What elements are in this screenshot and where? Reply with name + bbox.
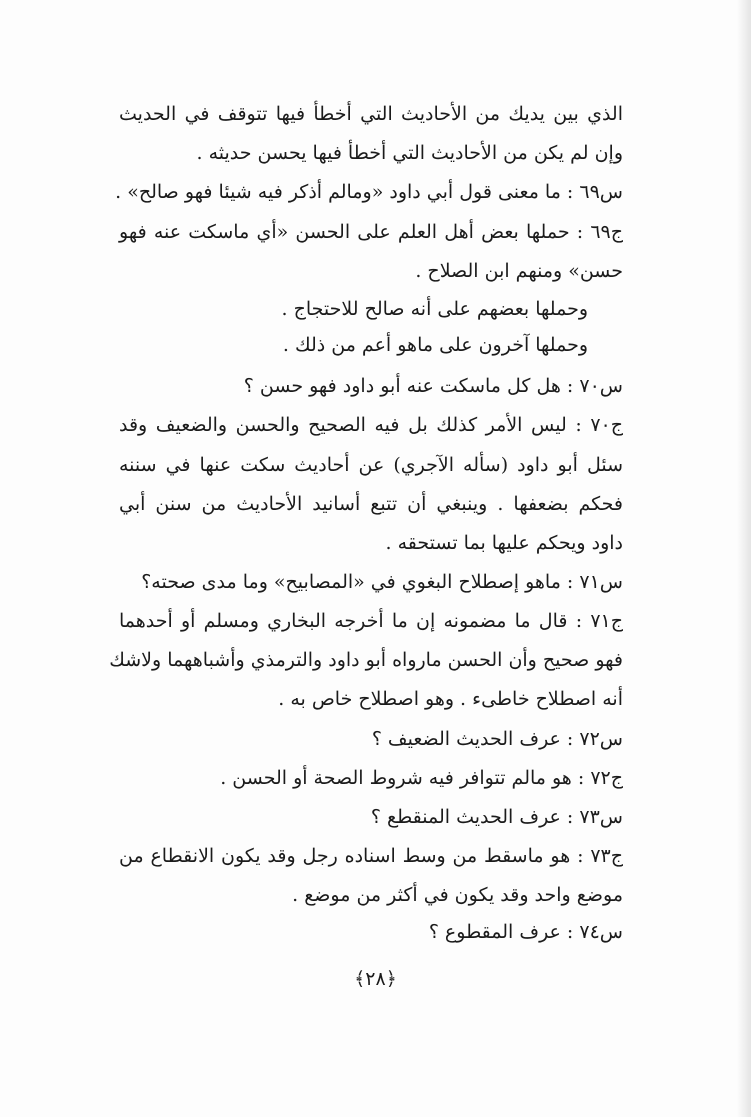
text-line: حسن» ومنهم ابن الصلاح . [415,260,623,282]
text-line: سئل أبو داود (سأله الآجري) عن أحاديث سكت عنها في سننه [119,454,623,476]
text-line: موضع واحد وقد يكون في أكثر من موضع . [292,884,623,906]
answer-71: ج٧١ : قال ما مضمونه إن ما أخرجه البخاري ومسلم أو أحدهما [119,610,623,632]
text-line: وحملها آخرون على ماهو أعم من ذلك . [282,334,588,356]
answer-72: ج٧٢ : هو مالم تتوافر فيه شروط الصحة أو الحسن . [220,767,623,789]
text-line: وحملها بعضهم على أنه صالح للاحتجاج . [281,298,588,320]
page-edge-shadow [737,0,751,1117]
text-line: الذي بين يديك من الأحاديث التي أخطأ فيها تتوقف في الحديث [119,103,623,125]
question-72: س٧٢ : عرف الحديث الضعيف ؟ [371,728,623,750]
text-line: أنه اصطلاح خاطىء . وهو اصطلاح خاص به . [278,688,623,710]
question-71: س٧١ : ماهو إصطلاح البغوي في «المصابيح» وما مدى صحته؟ [141,571,623,593]
question-70: س٧٠ : هل كل ماسكت عنه أبو داود فهو حسن ؟ [243,375,623,397]
text-line: فهو صحيح وأن الحسن مارواه أبو داود والترمذي وأشباههما ولاشك [109,649,623,671]
answer-70: ج٧٠ : ليس الأمر كذلك بل فيه الصحيح والحسن والضعيف وقد [119,414,623,436]
text-line: داود ويحكم عليها بما تستحقه . [385,532,623,554]
question-74: س٧٤ : عرف المقطوع ؟ [428,921,623,943]
page-number: ﴿٢٨﴾ [354,968,397,990]
question-73: س٧٣ : عرف الحديث المنقطع ؟ [370,806,623,828]
answer-69: ج٦٩ : حملها بعض أهل العلم على الحسن «أي ماسكت عنه فهو [119,221,623,243]
text-line: فحكم بضعفها . وينبغي أن تتبع أسانيد الأحاديث من سنن أبي [119,493,623,515]
answer-73: ج٧٣ : هو ماسقط من وسط اسناده رجل وقد يكون الانقطاع من [119,845,623,867]
text-line: وإن لم يكن من الأحاديث التي أخطأ فيها يحسن حديثه . [196,142,623,164]
question-69: س٦٩ : ما معنى قول أبي داود «ومالم أذكر فيه شيئا فهو صالح» . [115,181,623,203]
